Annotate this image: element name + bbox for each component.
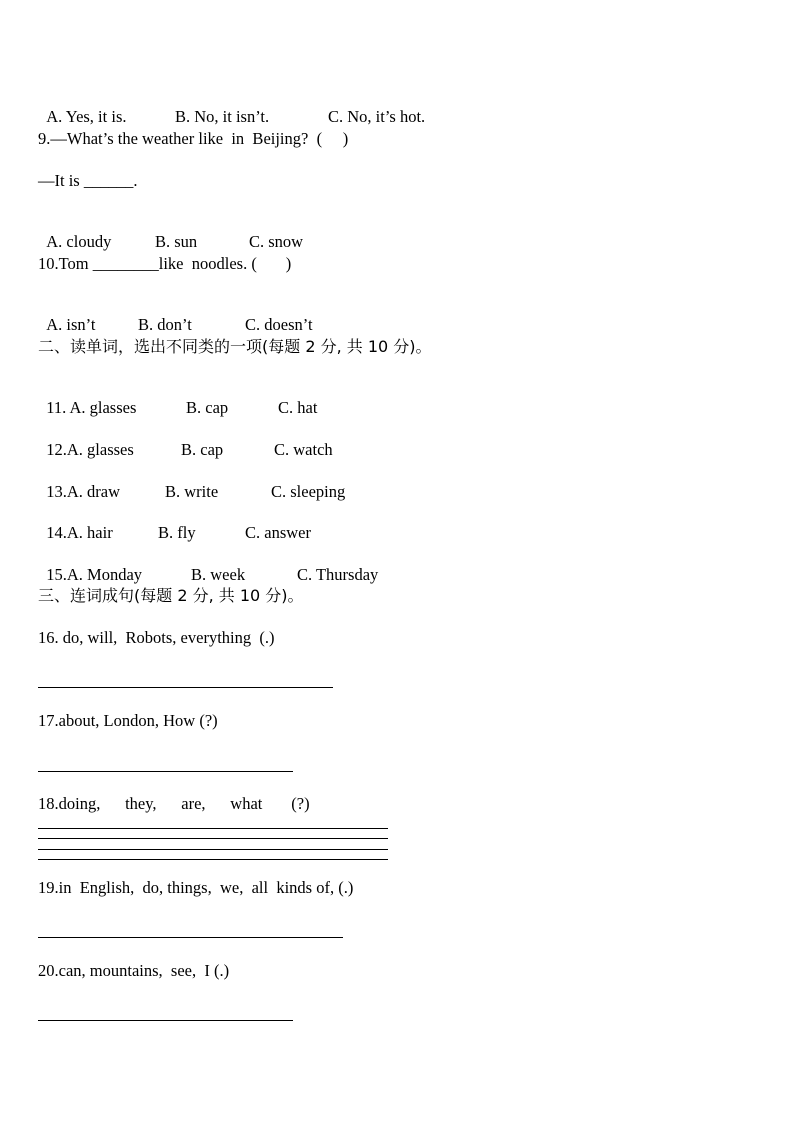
- q13-option-a[interactable]: A. draw: [66, 482, 121, 501]
- q13-number: 13.: [46, 482, 67, 501]
- q15-option-b[interactable]: B. week: [191, 565, 246, 584]
- q11-row: [38, 378, 318, 418]
- q20-prompt: 20.can, mountains, see, I (.): [38, 961, 230, 980]
- q9-prompt: —It is ______.: [38, 171, 138, 190]
- q18-answer-line-3[interactable]: [38, 849, 388, 850]
- q14-option-a[interactable]: A. hair: [66, 523, 113, 542]
- q15-option-c[interactable]: C. Thursday: [297, 565, 379, 584]
- q9-option-a[interactable]: A. cloudy: [46, 232, 112, 251]
- q12-option-c[interactable]: C. watch: [274, 440, 333, 459]
- q11-option-b[interactable]: B. cap: [186, 398, 229, 417]
- q14-option-b[interactable]: B. fly: [158, 523, 196, 542]
- q19-answer-line[interactable]: [38, 937, 343, 938]
- q15-row: [38, 545, 379, 585]
- section-3-heading: 三、连词成句(每题 2 分, 共 10 分)。: [38, 586, 304, 605]
- q16-answer-line[interactable]: [38, 687, 333, 688]
- q14-option-c[interactable]: C. answer: [245, 523, 311, 542]
- q15-number: 15.: [46, 565, 67, 584]
- q8-option-a[interactable]: A. Yes, it is.: [46, 107, 127, 126]
- q10-question: 10.Tom ________like noodles. ( ): [38, 254, 292, 273]
- q9-question: 9.—What’s the weather like in Beijing? ( ): [38, 129, 349, 148]
- q8-options-row: [38, 87, 426, 127]
- q12-option-a[interactable]: A. glasses: [66, 440, 134, 459]
- q17-prompt: 17.about, London, How (?): [38, 711, 218, 730]
- q18-answer-line-4[interactable]: [38, 859, 388, 860]
- q13-option-c[interactable]: C. sleeping: [271, 482, 346, 501]
- q10-option-c[interactable]: C. doesn’t: [245, 315, 313, 334]
- q8-option-b[interactable]: B. No, it isn’t.: [175, 107, 270, 126]
- q19-prompt: 19.in English, do, things, we, all kinds of, (.): [38, 878, 354, 897]
- q14-row: [38, 503, 311, 543]
- q13-option-b[interactable]: B. write: [165, 482, 219, 501]
- q8-option-c[interactable]: C. No, it’s hot.: [328, 107, 426, 126]
- q11-option-a[interactable]: A. glasses: [66, 398, 137, 417]
- section-2-heading: 二、读单词，选出不同类的一项(每题 2 分, 共 10 分)。: [38, 337, 432, 356]
- q10-options-row: [38, 295, 313, 335]
- q9-option-c[interactable]: C. snow: [249, 232, 304, 251]
- q18-answer-line-2[interactable]: [38, 838, 388, 839]
- q12-number: 12.: [46, 440, 67, 459]
- q9-options-row: [38, 212, 304, 252]
- q15-option-a[interactable]: A. Monday: [66, 565, 143, 584]
- q17-answer-line[interactable]: [38, 771, 293, 772]
- q10-option-a[interactable]: A. isn’t: [46, 315, 96, 334]
- q10-option-b[interactable]: B. don’t: [138, 315, 192, 334]
- q18-answer-line-1[interactable]: [38, 828, 388, 829]
- q14-number: 14.: [46, 523, 67, 542]
- q13-row: [38, 462, 346, 502]
- q18-prompt: 18.doing, they, are, what (?): [38, 794, 310, 813]
- q11-option-c[interactable]: C. hat: [278, 398, 318, 417]
- q12-option-b[interactable]: B. cap: [181, 440, 224, 459]
- q11-number: 11.: [46, 398, 67, 417]
- q16-prompt: 16. do, will, Robots, everything (.): [38, 628, 275, 647]
- q12-row: [38, 420, 333, 460]
- q9-option-b[interactable]: B. sun: [155, 232, 198, 251]
- q20-answer-line[interactable]: [38, 1020, 293, 1021]
